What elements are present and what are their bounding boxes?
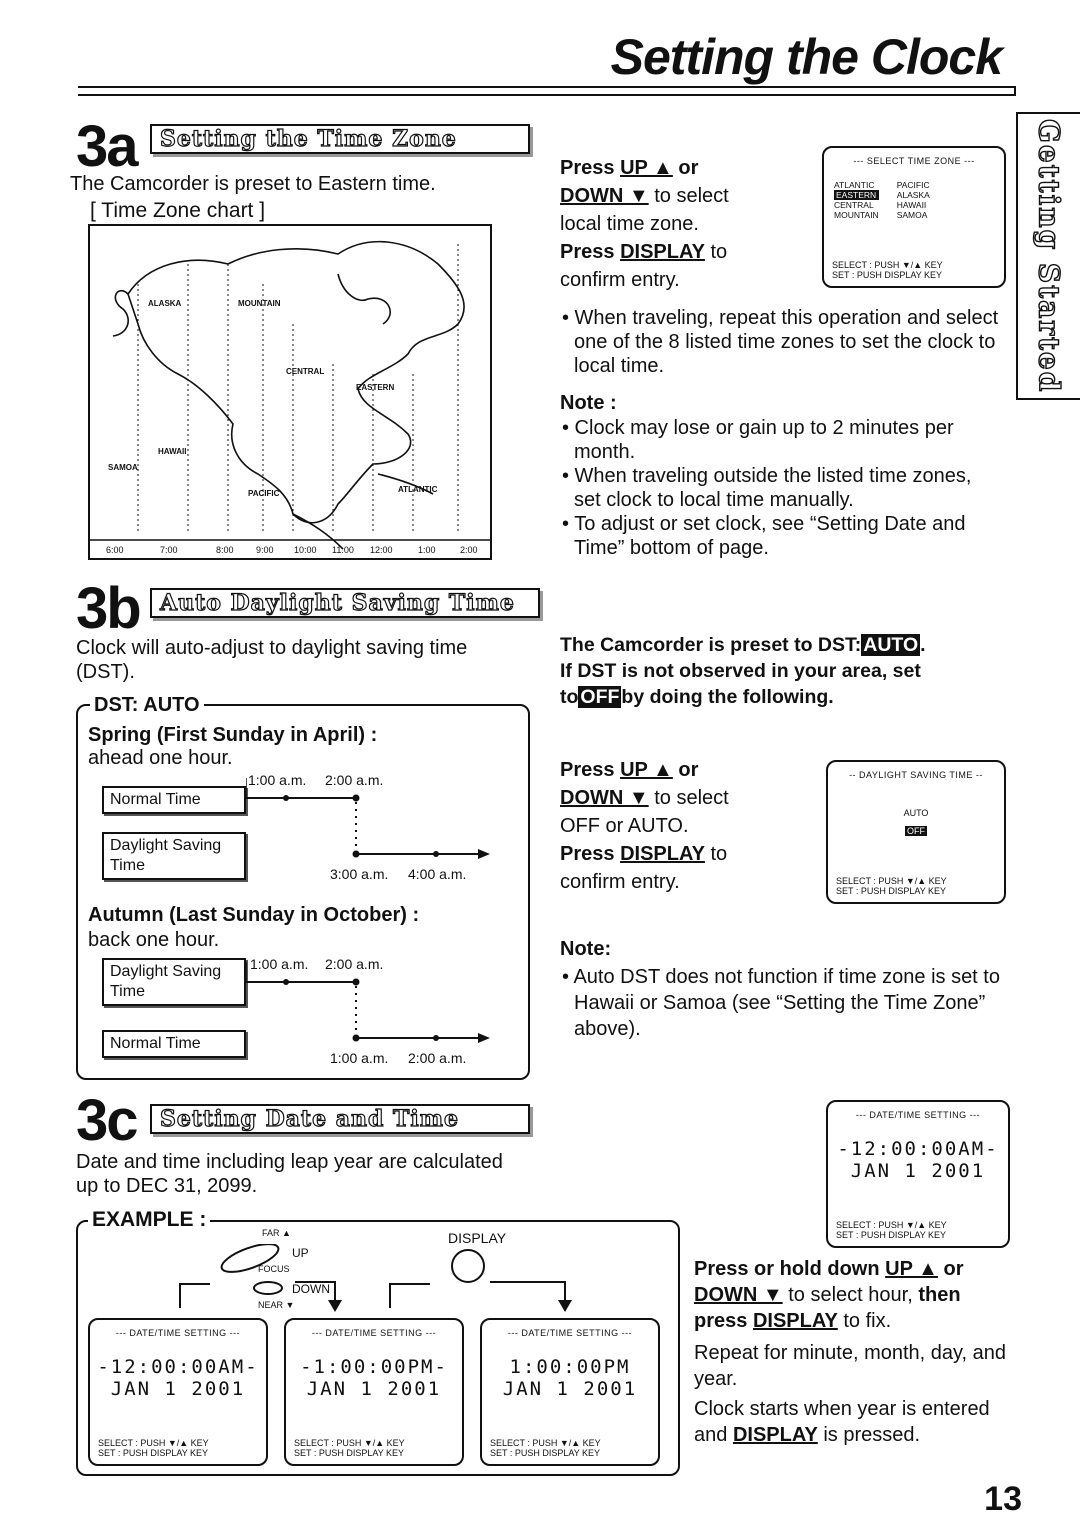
step-3b-number: 3b bbox=[76, 576, 140, 641]
step-3c-starts: Clock starts when year is entered and DISPLAY is pressed. bbox=[694, 1398, 990, 1446]
dst-auto-legend: DST: AUTO bbox=[90, 694, 204, 717]
step-3b-instructions: Press UP ▲ or DOWN ▼ to select OFF or AUTO. Press DISPLAY to confirm entry. bbox=[560, 759, 729, 893]
step-3b-note-title: Note: bbox=[560, 938, 612, 960]
autumn-t100: 1:00 a.m. bbox=[250, 956, 309, 972]
step-3c-instructions: Press or hold down UP ▲ or DOWN ▼ to select hour, then press DISPLAY to fix. bbox=[694, 1258, 964, 1332]
map-time-1: 6:00 bbox=[106, 545, 124, 555]
autumn-t100b: 1:00 a.m. bbox=[330, 1050, 389, 1066]
spring-normal-time: Normal Time bbox=[102, 786, 246, 814]
step-3a-note-title: Note : bbox=[560, 392, 617, 414]
step-3b-banner-text: Auto Daylight Saving Time bbox=[160, 590, 515, 616]
spring-title: Spring (First Sunday in April) : bbox=[88, 724, 378, 746]
example-1-time: -12:00:00AM- bbox=[97, 1356, 259, 1378]
map-time-5: 10:00 bbox=[294, 545, 317, 555]
display-label: DISPLAY bbox=[448, 1230, 507, 1246]
page-number: 13 bbox=[984, 1480, 1022, 1518]
step-3c-banner-text: Setting Date and Time bbox=[160, 1106, 460, 1132]
step-3c-banner bbox=[150, 1104, 530, 1134]
focus-label: FOCUS bbox=[258, 1264, 290, 1274]
time-zone-chart-title: [ Time Zone chart ] bbox=[90, 199, 266, 222]
spring-t100: 1:00 a.m. bbox=[248, 772, 307, 788]
step-3a-bullet: • When traveling, repeat this operation and select one of the 8 listed time zones to set the clock to local time. bbox=[562, 307, 999, 377]
spring-t400: 4:00 a.m. bbox=[408, 866, 467, 882]
dst-preset-text: The Camcorder is preset to DST: AUTO . If DST is not observed in your area, set to OFF by doing the following. bbox=[560, 634, 926, 708]
map-label-pacific: PACIFIC bbox=[248, 489, 280, 498]
example-3-time: 1:00:00PM bbox=[509, 1356, 631, 1378]
title-rule bbox=[78, 86, 1016, 96]
step-3b-intro: Clock will auto-adjust to daylight saving time (DST). bbox=[76, 637, 468, 683]
example-2-date: JAN 1 2001 bbox=[306, 1378, 442, 1400]
map-label-samoa: SAMOA bbox=[108, 463, 138, 472]
map-label-eastern: EASTERN bbox=[356, 383, 395, 392]
example-1-date: JAN 1 2001 bbox=[110, 1378, 246, 1400]
lcd-select-time-zone: --- SELECT TIME ZONE --- ATLANTIC EASTERN CENTRAL MOUNTAIN PACIFIC ALASKA HAWAII SAMOA SELECT : PUSH ▼/▲ KEY SET : PUSH DISPLAY KEY bbox=[822, 146, 1006, 288]
page-title: Setting the Clock bbox=[610, 29, 1002, 85]
step-3b-note: • Auto DST does not function if time zone is set to Hawaii or Samoa (see “Setting the Time Zone” above). bbox=[562, 966, 1000, 1040]
far-label: FAR ▲ bbox=[262, 1228, 291, 1238]
map-time-8: 1:00 bbox=[418, 545, 436, 555]
autumn-subtitle: back one hour. bbox=[88, 929, 220, 951]
near-label: NEAR ▼ bbox=[258, 1300, 295, 1310]
spring-t300: 3:00 a.m. bbox=[330, 866, 389, 882]
map-time-4: 9:00 bbox=[256, 545, 274, 555]
autumn-daylight-time: Daylight Saving Time bbox=[102, 958, 246, 1006]
note-item: • To adjust or set clock, see “Setting Date and Time” bottom of page. bbox=[562, 513, 966, 559]
note-item: • When traveling outside the listed time zones, set clock to local time manually. bbox=[562, 465, 972, 511]
example-flow-arrows bbox=[170, 1244, 590, 1314]
autumn-t200b: 2:00 a.m. bbox=[408, 1050, 467, 1066]
spring-daylight-time: Daylight Saving Time bbox=[102, 832, 246, 880]
example-2-time: -1:00:00PM- bbox=[300, 1356, 448, 1378]
map-time-7: 12:00 bbox=[370, 545, 393, 555]
map-label-central: CENTRAL bbox=[286, 367, 325, 376]
map-label-mountain: MOUNTAIN bbox=[238, 299, 281, 308]
autumn-timeline bbox=[246, 960, 496, 1050]
step-3b-banner bbox=[150, 588, 540, 618]
step-3a-banner-text: Setting the Time Zone bbox=[160, 126, 457, 152]
map-time-6: 11:00 bbox=[332, 545, 354, 555]
step-3a-notes bbox=[560, 416, 1000, 560]
map-label-hawaii: HAWAII bbox=[158, 447, 187, 456]
up-label: UP bbox=[292, 1246, 309, 1260]
dst-off-badge: OFF bbox=[580, 686, 620, 708]
dst-auto-badge: AUTO bbox=[863, 634, 919, 656]
lcd-date-time-setting: --- DATE/TIME SETTING --- -12:00:00AM- JAN 1 2001 SELECT : PUSH ▼/▲ KEY SET : PUSH DISPLAY KEY bbox=[826, 1100, 1010, 1248]
example-lcd-3: --- DATE/TIME SETTING --- 1:00:00PM JAN 1 2001 SELECT : PUSH ▼/▲ KEY SET : PUSH DISPLAY KEY bbox=[480, 1318, 660, 1466]
map-time-9: 2:00 bbox=[460, 545, 478, 555]
spring-t200: 2:00 a.m. bbox=[325, 772, 384, 788]
step-3c-intro: Date and time including leap year are calculated up to DEC 31, 2099. bbox=[76, 1151, 503, 1197]
example-lcd-2: --- DATE/TIME SETTING --- -1:00:00PM- JAN 1 2001 SELECT : PUSH ▼/▲ KEY SET : PUSH DISPLAY KEY bbox=[284, 1318, 464, 1466]
step-3a-banner bbox=[150, 124, 530, 154]
autumn-t200: 2:00 a.m. bbox=[325, 956, 384, 972]
spring-timeline bbox=[246, 776, 496, 866]
lcd-daylight-saving: -- DAYLIGHT SAVING TIME -- AUTO OFF SELECT : PUSH ▼/▲ KEY SET : PUSH DISPLAY KEY bbox=[826, 760, 1006, 904]
step-3c-number: 3c bbox=[76, 1088, 137, 1153]
example-3-date: JAN 1 2001 bbox=[502, 1378, 638, 1400]
note-item: • Clock may lose or gain up to 2 minutes per month. bbox=[562, 417, 954, 463]
time-zone-map bbox=[88, 224, 492, 560]
side-tab-label: Getting Started bbox=[1032, 118, 1066, 394]
spring-subtitle: ahead one hour. bbox=[88, 747, 233, 769]
example-lcd-1: --- DATE/TIME SETTING --- -12:00:00AM- JAN 1 2001 SELECT : PUSH ▼/▲ KEY SET : PUSH DISPLAY KEY bbox=[88, 1318, 268, 1466]
map-time-3: 8:00 bbox=[216, 545, 234, 555]
map-time-2: 7:00 bbox=[160, 545, 178, 555]
main-time: -12:00:00AM- bbox=[837, 1138, 999, 1160]
down-label: DOWN bbox=[292, 1282, 330, 1296]
autumn-normal-time: Normal Time bbox=[102, 1030, 246, 1058]
autumn-title: Autumn (Last Sunday in October) : bbox=[88, 904, 420, 926]
map-label-alaska: ALASKA bbox=[148, 299, 182, 308]
main-date: JAN 1 2001 bbox=[850, 1160, 986, 1182]
step-3a-number: 3a bbox=[76, 114, 137, 179]
step-3a-intro: The Camcorder is preset to Eastern time. bbox=[70, 173, 436, 195]
map-label-atlantic: ATLANTIC bbox=[398, 485, 438, 494]
example-legend: EXAMPLE : bbox=[88, 1208, 210, 1232]
step-3c-repeat: Repeat for minute, month, day, and year. bbox=[694, 1342, 1007, 1390]
step-3a-instructions: Press UP ▲ or DOWN ▼ to select local time zone. Press DISPLAY to confirm entry. bbox=[560, 157, 729, 291]
side-tab bbox=[1016, 112, 1080, 400]
